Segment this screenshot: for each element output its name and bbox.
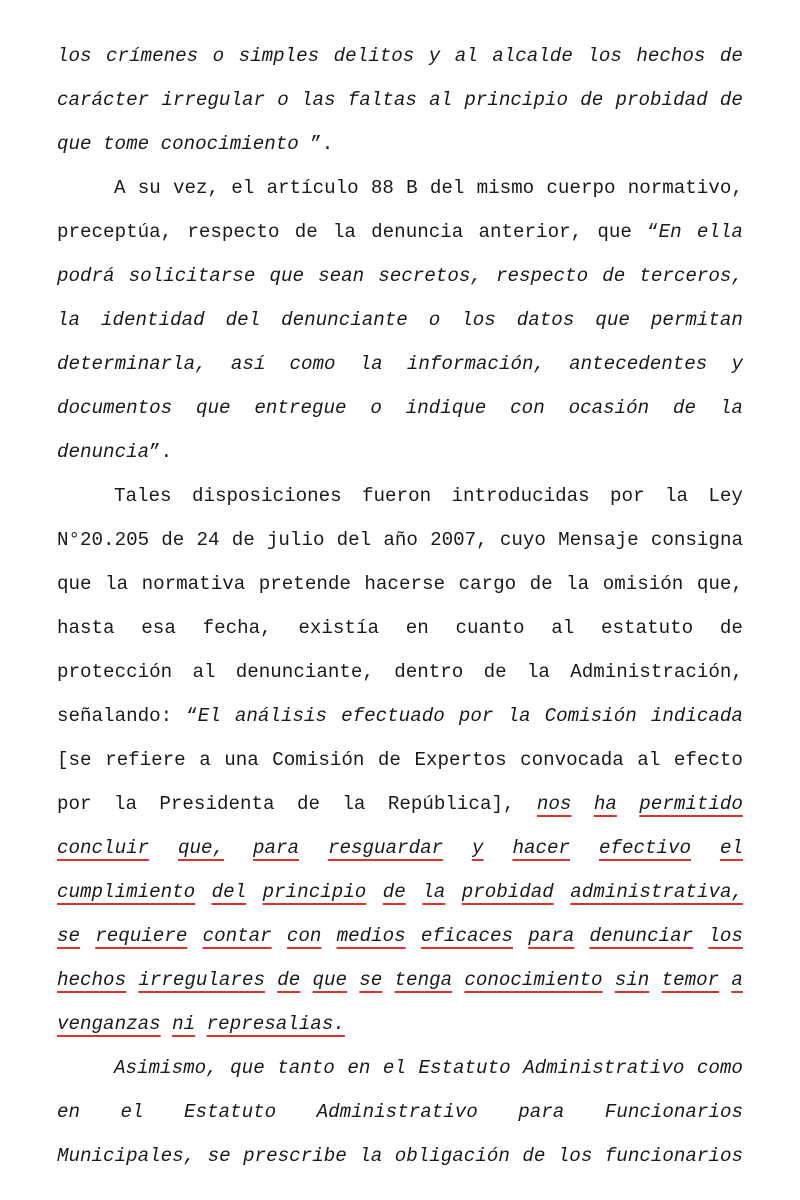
word: la: [359, 1145, 383, 1167]
word: cuanto: [455, 617, 525, 639]
text-line: [57, 166, 743, 210]
word: una: [224, 749, 259, 771]
text-line: [57, 958, 743, 1002]
word: ella: [696, 221, 743, 243]
word: los: [557, 1145, 593, 1167]
word: de: [522, 1145, 546, 1167]
word: probidad: [615, 89, 708, 111]
word: del: [429, 177, 465, 199]
word: consigna: [650, 529, 743, 551]
word: carácter: [57, 89, 150, 111]
word: información,: [406, 353, 546, 375]
word: pretende: [258, 573, 351, 595]
word: de: [673, 397, 697, 419]
word: omisión: [602, 573, 684, 595]
word: tenga: [394, 969, 453, 991]
word: al: [454, 45, 478, 67]
word: el: [719, 837, 743, 859]
word: de: [529, 573, 553, 595]
word: hasta: [57, 617, 115, 639]
word: de: [231, 529, 255, 551]
word: de: [296, 793, 320, 815]
word: artículo: [266, 177, 359, 199]
word: Tales: [114, 485, 172, 507]
word: terceros,: [639, 265, 743, 287]
word: se: [359, 969, 383, 991]
word: “El: [186, 705, 221, 727]
word: mismo: [476, 177, 535, 199]
word: indique: [405, 397, 487, 419]
word: [se: [57, 749, 92, 771]
word: que: [57, 133, 92, 155]
word: Administración,: [570, 661, 743, 683]
word: esa: [141, 617, 176, 639]
word: identidad: [101, 309, 205, 331]
text-line: [57, 738, 743, 782]
text-line: [57, 562, 743, 606]
word: por: [458, 705, 494, 727]
word: venganzas: [57, 1013, 161, 1035]
word: y: [428, 45, 441, 67]
word: 24: [196, 529, 220, 551]
word: a: [731, 969, 743, 991]
text-line: [57, 342, 743, 386]
word: efectivo: [598, 837, 692, 859]
word: Funcionarios: [604, 1101, 743, 1123]
text-line: [57, 430, 743, 474]
word: principio: [464, 89, 568, 111]
word: Administrativo: [316, 1101, 478, 1123]
word: denunciante: [281, 309, 408, 331]
word: conocimiento: [464, 969, 603, 991]
word: podrá: [57, 265, 115, 287]
word: las: [300, 89, 336, 111]
word: principio: [262, 881, 367, 903]
word: el: [231, 177, 255, 199]
word: que: [269, 265, 304, 287]
word: los: [708, 925, 743, 947]
text-line: [57, 1134, 743, 1178]
word: o: [428, 309, 441, 331]
word: requiere: [95, 925, 188, 947]
word: obligación: [394, 1145, 510, 1167]
word: probidad: [461, 881, 554, 903]
word: República],: [387, 793, 515, 815]
text-line: [57, 474, 743, 518]
word: de: [377, 749, 401, 771]
word: 88: [370, 177, 394, 199]
word: en: [347, 1057, 371, 1079]
word: determinarla,: [57, 353, 207, 375]
word: julio: [266, 529, 325, 551]
word: de: [277, 969, 301, 991]
word: antecedentes: [569, 353, 708, 375]
word: concluir: [57, 837, 150, 859]
word: denuncia: [371, 221, 464, 243]
word: tome: [103, 133, 150, 155]
word: Estatuto: [184, 1101, 277, 1123]
word: alcalde: [492, 45, 573, 67]
word: convocada: [520, 749, 624, 771]
word: de: [719, 89, 743, 111]
word: para: [528, 925, 575, 947]
document-body: [57, 34, 743, 1178]
word: hechos: [636, 45, 706, 67]
word: al: [637, 749, 661, 771]
word: anterior,: [478, 221, 583, 243]
word: denuncia”.: [57, 441, 173, 463]
word: los: [461, 309, 496, 331]
word: fecha,: [202, 617, 272, 639]
word: que,: [696, 573, 743, 595]
word: la: [57, 309, 81, 331]
word: que: [595, 309, 630, 331]
word: resguardar: [327, 837, 444, 859]
text-line: [57, 694, 743, 738]
word: hacerse: [364, 573, 446, 595]
word: la: [664, 485, 688, 507]
word: simples: [238, 45, 320, 67]
word: entregue: [254, 397, 347, 419]
word: A: [114, 177, 126, 199]
word: faltas: [347, 89, 417, 111]
word: en: [405, 617, 429, 639]
word: el: [120, 1101, 144, 1123]
word: del: [225, 309, 261, 331]
text-line: [57, 210, 743, 254]
word: indicada: [650, 705, 743, 727]
word: análisis: [234, 705, 328, 727]
word: la: [332, 221, 356, 243]
word: estatuto: [601, 617, 694, 639]
word: hechos: [57, 969, 127, 991]
word: 2007,: [430, 529, 488, 551]
word: documentos: [57, 397, 173, 419]
word: año: [383, 529, 418, 551]
word: que: [597, 221, 632, 243]
word: la: [566, 573, 590, 595]
word: que: [312, 969, 348, 991]
word: introducidas: [451, 485, 590, 507]
word: B: [406, 177, 418, 199]
word: Comisión: [272, 749, 365, 771]
text-line: [57, 1046, 743, 1090]
word: represalias.: [206, 1013, 345, 1035]
word: la: [526, 661, 550, 683]
word: secretos,: [378, 265, 482, 287]
word: existía: [298, 617, 379, 639]
word: de: [719, 45, 743, 67]
word: por: [57, 793, 92, 815]
word: de: [161, 529, 185, 551]
word: que: [57, 573, 92, 595]
word: nos: [536, 793, 572, 815]
word: Estatuto: [418, 1057, 511, 1079]
word: la: [342, 793, 366, 815]
word: sean: [318, 265, 365, 287]
word: el: [382, 1057, 406, 1079]
word: denunciante,: [235, 661, 374, 683]
word: “En: [647, 221, 682, 243]
text-line: [57, 518, 743, 562]
word: efecto: [673, 749, 743, 771]
word: Ley: [708, 485, 743, 507]
word: que,: [178, 837, 225, 859]
word: hacer: [512, 837, 571, 859]
word: como: [289, 353, 336, 375]
word: Administrativo: [523, 1057, 685, 1079]
word: solicitarse: [128, 265, 256, 287]
word: sin: [614, 969, 650, 991]
word: normativo,: [627, 177, 743, 199]
word: la: [359, 353, 383, 375]
word: del: [211, 881, 247, 903]
word: vez,: [172, 177, 220, 199]
word: los: [587, 45, 622, 67]
word: protección: [57, 661, 173, 683]
word: la: [507, 705, 531, 727]
text-line: [57, 254, 743, 298]
word: Expertos: [414, 749, 507, 771]
word: al: [551, 617, 575, 639]
word: y: [472, 837, 484, 859]
word: ocasión: [568, 397, 650, 419]
text-line: [57, 606, 743, 650]
text-line: [57, 122, 743, 166]
text-line: [57, 1090, 743, 1134]
word: temor: [661, 969, 720, 991]
word: del: [336, 529, 372, 551]
word: así: [230, 353, 266, 375]
word: con: [286, 925, 322, 947]
word: la: [113, 793, 137, 815]
text-line: [57, 914, 743, 958]
word: funcionarios: [604, 1145, 743, 1167]
word: en: [57, 1101, 81, 1123]
word: para: [253, 837, 300, 859]
word: de: [294, 221, 318, 243]
word: su: [137, 177, 161, 199]
word: con: [510, 397, 545, 419]
word: de: [382, 881, 406, 903]
word: tanto: [277, 1057, 335, 1079]
word: que: [196, 397, 231, 419]
word: N°20.205: [57, 529, 150, 551]
word: la: [105, 573, 129, 595]
word: Comisión: [544, 705, 637, 727]
word: irregulares: [138, 969, 265, 991]
word: por: [610, 485, 645, 507]
text-line: [57, 78, 743, 122]
word: respecto: [187, 221, 280, 243]
text-line: [57, 782, 743, 826]
word: a: [199, 749, 211, 771]
word: dentro: [394, 661, 464, 683]
word: prescribe: [243, 1145, 347, 1167]
word: se: [57, 925, 81, 947]
word: ni: [172, 1013, 196, 1035]
word: señalando:: [57, 705, 173, 727]
word: para: [518, 1101, 565, 1123]
word: administrativa,: [570, 881, 743, 903]
word: eficaces: [420, 925, 514, 947]
word: la: [422, 881, 446, 903]
word: crímenes: [106, 45, 199, 67]
text-line: [57, 298, 743, 342]
word: al: [429, 89, 453, 111]
word: denunciar: [589, 925, 694, 947]
word: cuyo: [499, 529, 546, 551]
word: cargo: [458, 573, 517, 595]
word: ha: [593, 793, 617, 815]
word: Mensaje: [558, 529, 639, 551]
word: contar: [202, 925, 272, 947]
word: de: [719, 617, 743, 639]
word: permitido: [639, 793, 743, 815]
word: cuerpo: [546, 177, 616, 199]
word: permitan: [650, 309, 743, 331]
word: ”.: [310, 133, 334, 155]
word: delitos: [333, 45, 415, 67]
word: como: [696, 1057, 743, 1079]
word: o: [370, 397, 382, 419]
word: o: [277, 89, 289, 111]
word: conocimiento: [160, 133, 299, 155]
word: disposiciones: [191, 485, 342, 507]
word: se: [207, 1145, 231, 1167]
word: los: [57, 45, 92, 67]
text-line: [57, 34, 743, 78]
word: efectuado: [341, 705, 445, 727]
word: la: [719, 397, 743, 419]
word: que: [230, 1057, 265, 1079]
word: fueron: [362, 485, 432, 507]
text-line: [57, 650, 743, 694]
word: respecto: [495, 265, 589, 287]
word: de: [580, 89, 604, 111]
text-line: [57, 870, 743, 914]
word: irregular: [161, 89, 265, 111]
text-line: [57, 386, 743, 430]
word: refiere: [105, 749, 186, 771]
word: cumplimiento: [57, 881, 196, 903]
word: datos: [516, 309, 575, 331]
word: Asimismo,: [114, 1057, 218, 1079]
word: medios: [336, 925, 406, 947]
word: Presidenta: [159, 793, 275, 815]
word: al: [192, 661, 216, 683]
word: o: [212, 45, 225, 67]
text-line: [57, 1002, 743, 1046]
word: preceptúa,: [57, 221, 173, 243]
text-line: [57, 826, 743, 870]
word: y: [731, 353, 743, 375]
word: normativa: [141, 573, 246, 595]
word: de: [602, 265, 626, 287]
word: de: [483, 661, 507, 683]
word: Municipales,: [57, 1145, 196, 1167]
